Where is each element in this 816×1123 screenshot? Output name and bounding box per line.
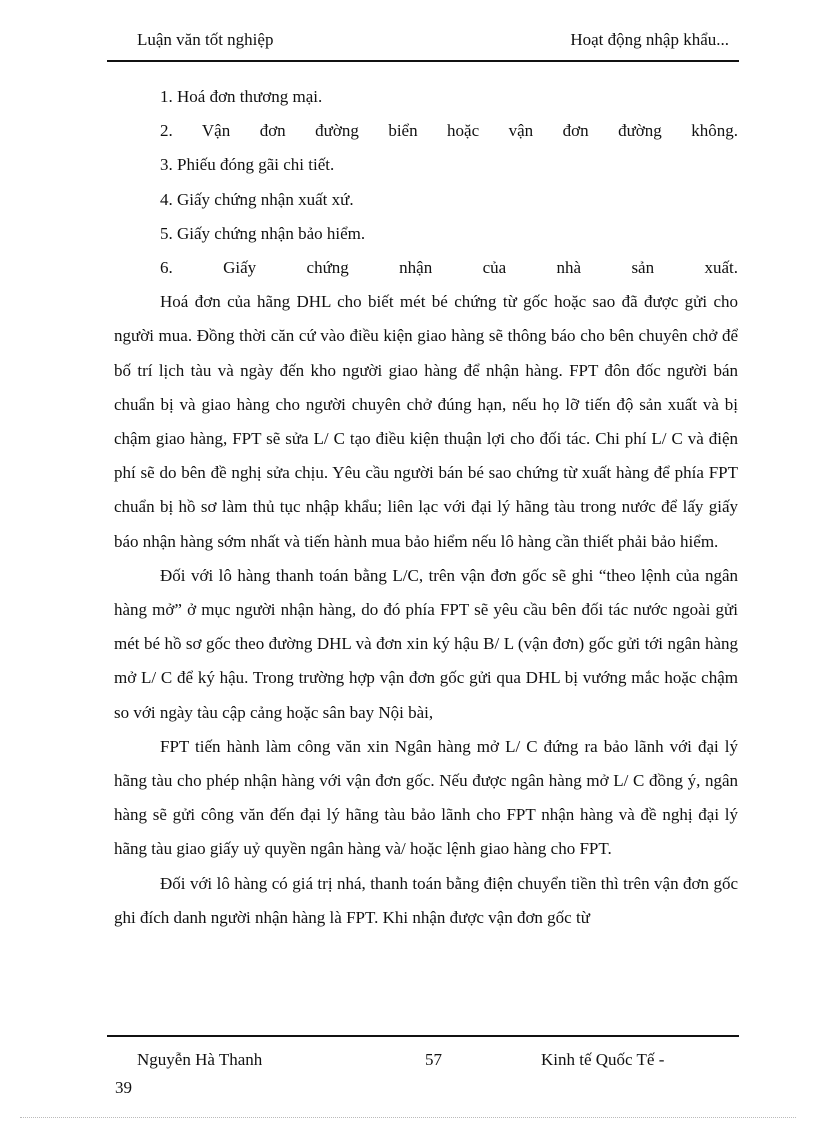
list-item: 1. Hoá đơn thương mại.: [160, 87, 323, 106]
header-left-title: Luận văn tốt nghiệp: [137, 30, 274, 49]
list-item: 4. Giấy chứng nhận xuất xứ.: [160, 189, 354, 209]
footer-author: Nguyễn Hà Thanh: [137, 1050, 263, 1069]
page-header: [107, 28, 739, 56]
document-body: [114, 80, 738, 935]
paragraph: Đối với lô hàng thanh toán bằng L/C, trên vận đơn gốc sẽ ghi “theo lệnh của ngân hàng mở” ở mục người nhận hàng, do đó phía FPT sẽ yêu cầu bên đối tác nước ngoài gửi mét bé hồ sơ gốc theo đường DHL và đơn xin ký hậu B/ L (vận đơn) gốc gửi tới ngân hàng mở L/ C để ký hậu. Trong trường hợp vận đơn gốc gửi qua DHL bị vướng mắc hoặc chậm so với ngày tàu cập cảng hoặc sân bay Nội bài,: [114, 565, 738, 722]
page-edge-divider: [20, 1117, 796, 1118]
list-item: 6. Giấy chứng nhận của nhà sản xuất.: [160, 258, 738, 278]
footer-department: Kinh tế Quốc Tế -: [541, 1050, 665, 1069]
paragraph: Đối với lô hàng có giá trị nhá, thanh toán bằng điện chuyển tiền thì trên vận đơn gốc ghi đích danh người nhận hàng là FPT. Khi nhận được vận đơn gốc từ: [114, 873, 738, 927]
list-item: 2. Vận đơn đường biển hoặc vận đơn đường không.: [160, 121, 738, 141]
header-rule: [107, 60, 739, 62]
list-item: 3. Phiếu đóng gãi chi tiết.: [160, 155, 335, 175]
footer-rule: [107, 1035, 739, 1037]
list-item: 5. Giấy chứng nhận bảo hiểm.: [160, 223, 366, 243]
paragraph: Hoá đơn của hãng DHL cho biết mét bé chứng từ gốc hoặc sao đã được gửi cho người mua. Đồng thời căn cứ vào điều kiện giao hàng sẽ thông báo cho bên chuyên chở để bố trí lịch tàu và ngày đến kho người giao hàng để nhận hàng. FPT đôn đốc người bán chuẩn bị và giao hàng cho người chuyên chở đúng hạn, nếu họ lỡ tiến độ sản xuất và bị chậm giao hàng, FPT sẽ sửa L/ C tạo điều kiện thuận lợi cho đối tác. Chi phí L/ C và điện phí sẽ do bên đề nghị sửa chịu. Yêu cầu người bán bé sao chứng từ xuất hàng để phía FPT chuẩn bị hồ sơ làm thủ tục nhập khẩu; liên lạc với đại lý hãng tàu trong nước để lấy giấy báo nhận hàng sớm nhất và tiến hành mua bảo hiểm nếu lô hàng cần thiết phải bảo hiểm.: [114, 292, 738, 551]
header-right-title: Hoạt động nhập khẩu...: [570, 30, 729, 49]
page-number: 57: [425, 1050, 442, 1069]
paragraph: FPT tiến hành làm công văn xin Ngân hàng mở L/ C đứng ra bảo lãnh với đại lý hãng tàu cho phép nhận hàng với vận đơn gốc. Nếu được ngân hàng mở L/ C đồng ý, ngân hàng sẽ gửi công văn đến đại lý hãng tàu bảo lãnh cho FPT nhận hàng và đề nghị đại lý hãng tàu giao giấy uỷ quyền ngân hàng và/ hoặc lệnh giao hàng cho FPT.: [114, 736, 738, 859]
footer-department-continued: 39: [115, 1078, 132, 1097]
